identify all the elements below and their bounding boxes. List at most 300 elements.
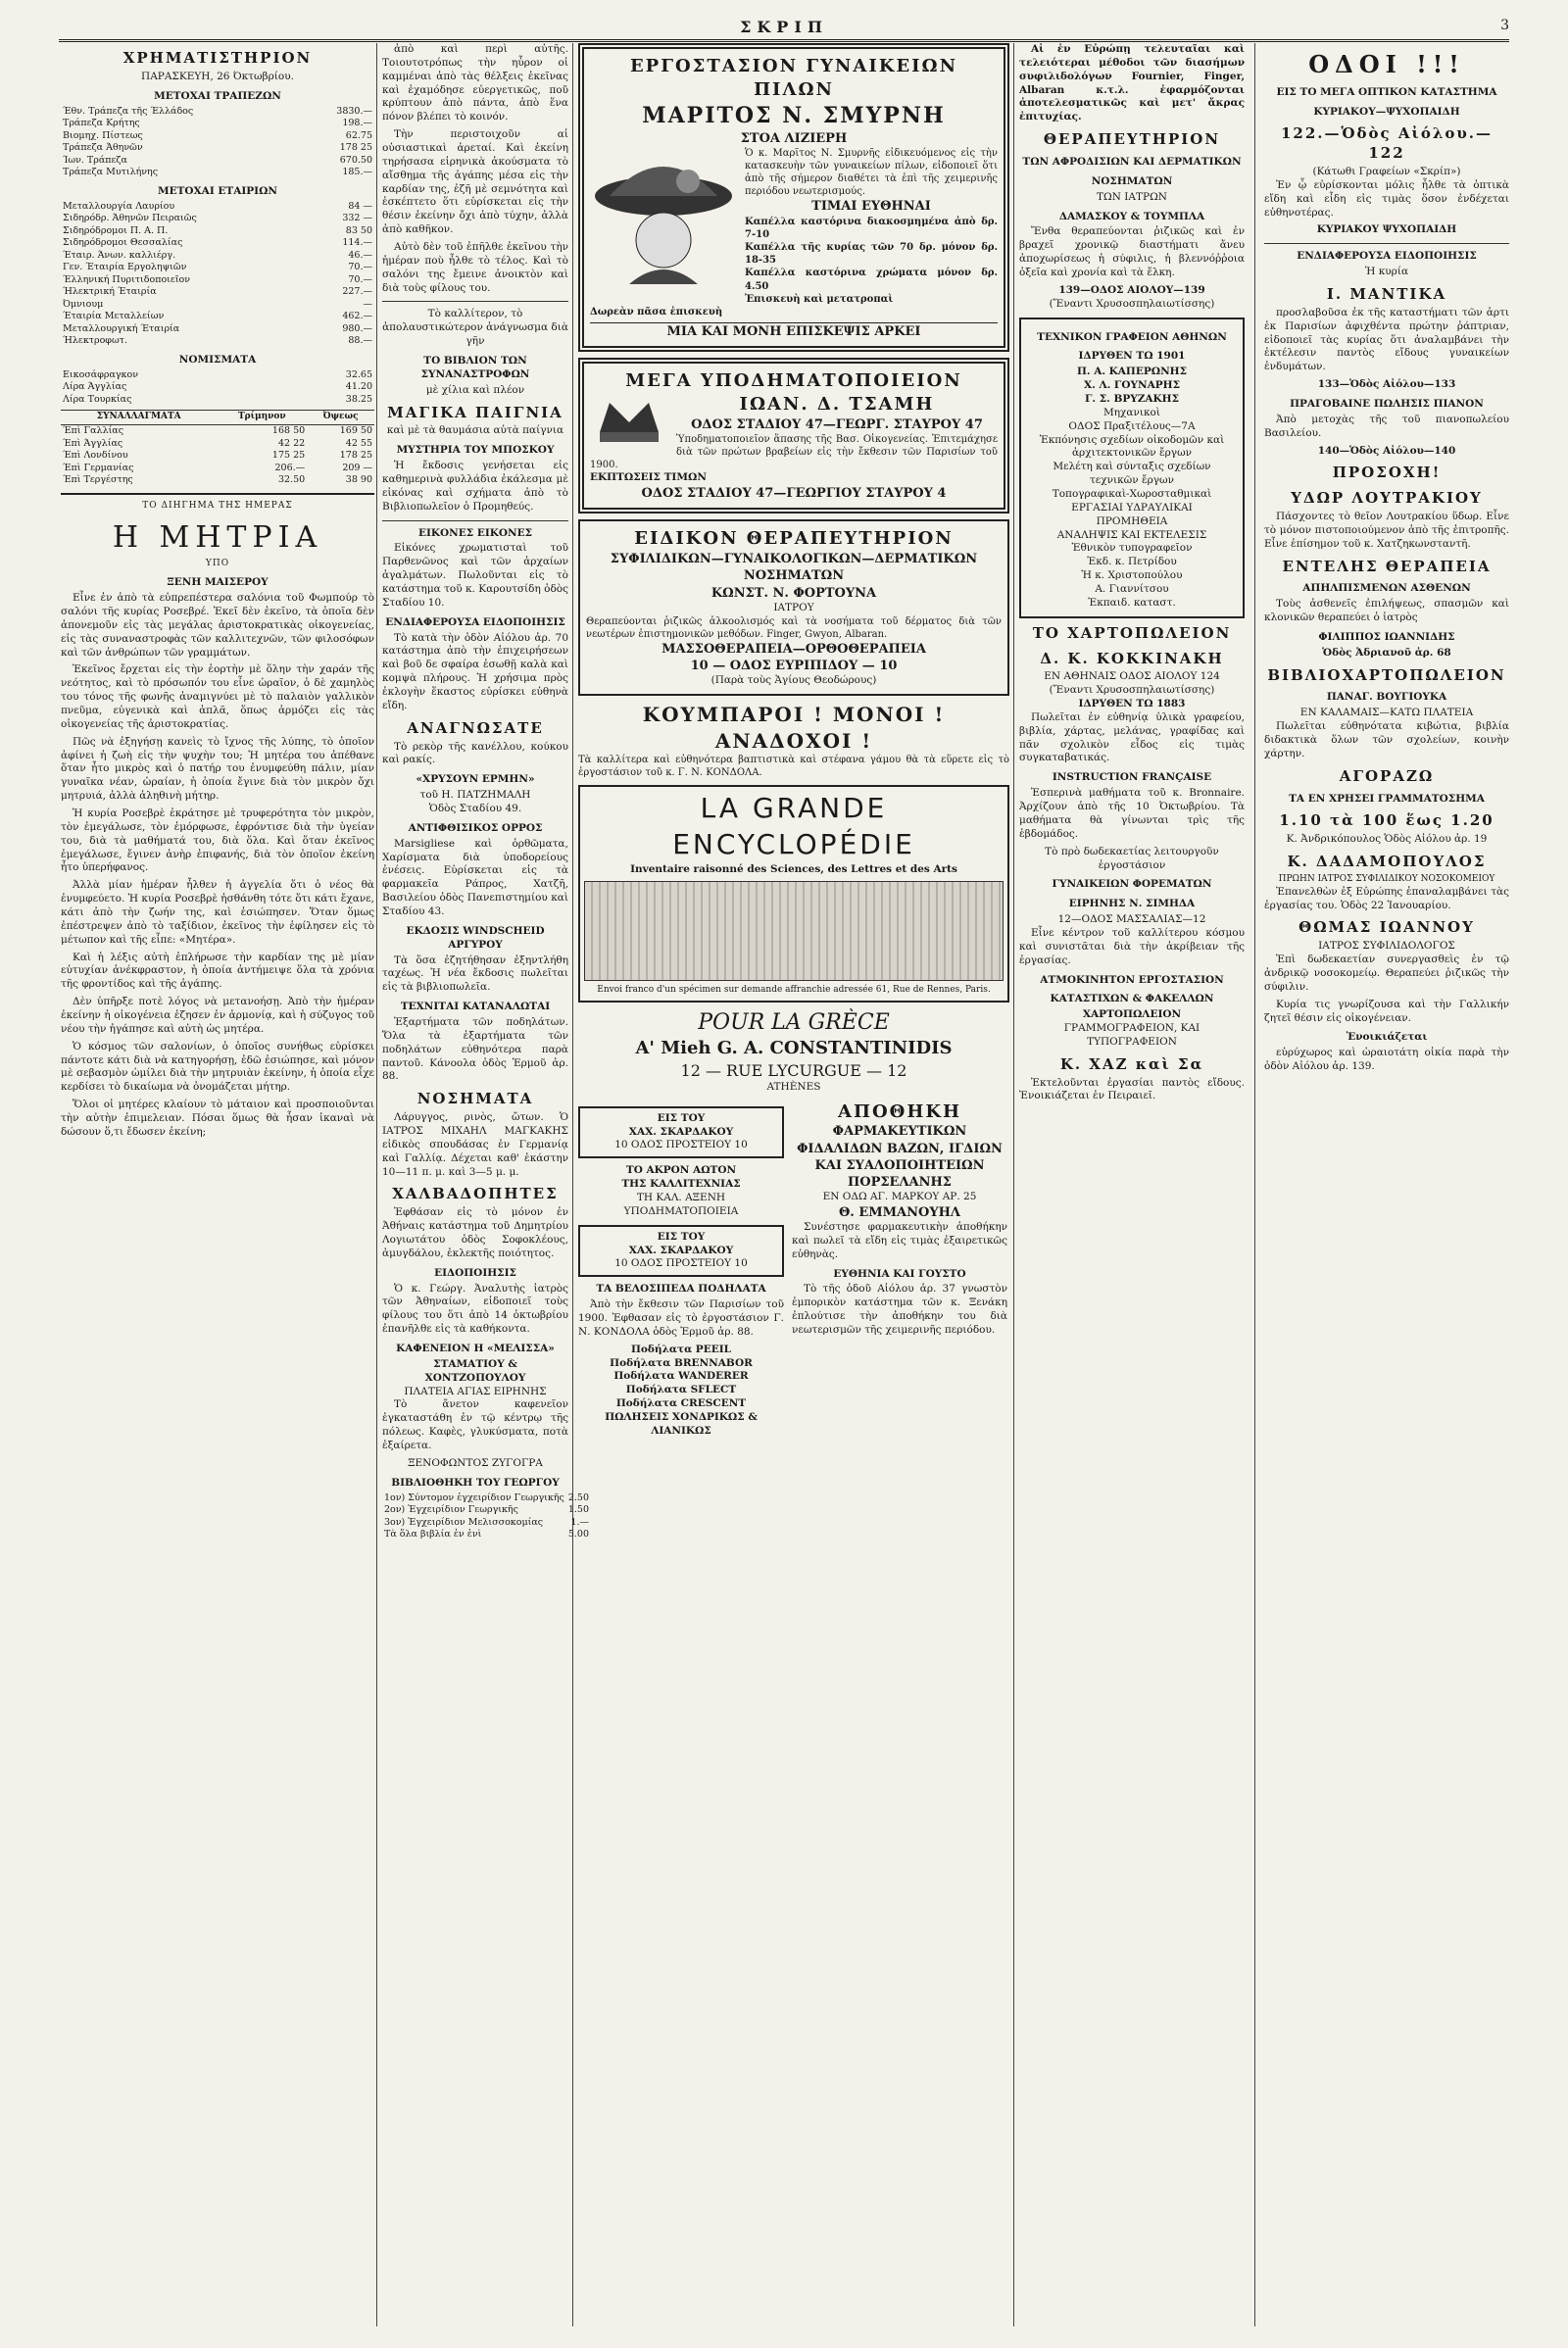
story-paragraph: Ἡ κυρία Ροσεβρὲ ἐκράτησε μὲ τρυφερότητα τὸν μικρὸν, τὸν ἐμεγάλωσε, τὸν ἐμόρφωσε, ἐφρόντισε διὰ τὴν ὑγείαν του, διὰ τὰ μαθήματά του, διὰ ὅλα. Καὶ ὅταν ἐκεῖνος ἐμεγάλωσε, ἔγινεν ἀνὴρ ἐπιφανής, διὰ τὸν ὁποῖον ἐκείνη ἦτο ὑπερήφανος. xyxy=(61,807,374,874)
bank-row xyxy=(61,155,374,168)
row-label: Έπὶ Γερμανίας xyxy=(63,462,134,473)
company-row xyxy=(61,274,374,287)
books-text: Πωλεῖται εὐθηνότατα κιβώτια, βιβλία διδακτικὰ ὅλων τῶν σχολείων, κοινὴν χάρτην. xyxy=(1264,720,1509,759)
column-rule xyxy=(572,43,573,2326)
office-role: Μηχανικοὶ xyxy=(1103,406,1160,418)
fx-row xyxy=(61,474,374,487)
skardakos-line: ΕΙΣ ΤΟΥ xyxy=(657,1111,706,1124)
row-value: 178 25 xyxy=(339,142,372,154)
bank-row xyxy=(61,118,374,130)
column-5 xyxy=(1264,43,1509,2326)
magic-heading: ΜΑΓΙΚΑ ΠΑΙΓΝΙΑ xyxy=(387,403,564,421)
company-row xyxy=(61,201,374,214)
row-value: 70.— xyxy=(348,262,372,273)
divider xyxy=(61,493,374,495)
dress-intro: Τὸ πρὸ δωδεκαετίας λειτουργοῦν ἐργοστάσιον xyxy=(1045,845,1219,871)
row-label: Σιδηρόδρομοι Θεσσαλίας xyxy=(63,237,183,249)
coin-row xyxy=(61,369,374,382)
therapy-text: Ἔνθα θεραπεύονται ῥιζικῶς καὶ ἐν βραχεῖ χρονικῷ διαστήματι ἄνευ ἀποχωρίσεως ἡ σύφιλις, ἡ βλεννόῤῥοια ὀξεῖα καὶ χρονία καὶ τὰ ἕλκη. xyxy=(1019,225,1245,278)
paper-address2: (Ἔναντι Χρυσοσπηλαιωτίσσης) xyxy=(1049,684,1215,697)
story-paragraph: Πῶς νὰ ἐξηγήσῃ κανεὶς τὸ ἴχνος τῆς λύπης, τὸ ὁποῖον ἀφίνει ἡ ζωὴ εἰς τὴν ψυχὴν του; Ἡ μητέρα του ἀπέθανε ὅταν ἦτο μικρὸς καὶ ὁ πατήρ του ἐνυμφεύθη πάλιν, μίαν γυναῖκα νέαν, ὡραίαν, ἡ ὁποία ἔγινε διὰ τὸν μικρὸν ὄχι μητρυιά, ἀλλὰ ἀληθινὴ μήτηρ. xyxy=(61,735,374,803)
row-value: 38 90 xyxy=(345,474,372,486)
lady-text: Κυρία τις γνωρίζουσα καὶ τὴν Γαλλικήν ζητεῖ θέσιν εἰς οἰκογένειαν. xyxy=(1264,998,1509,1024)
row-label: Έθν. Τράπεζα τῆς Έλλάδος xyxy=(63,105,194,117)
office-reference: Ἐκδ. κ. Πετρίδου xyxy=(1087,556,1177,568)
row-label: Έλληνική Πυριτιδοποιεῖον xyxy=(63,273,191,285)
mantika-sub: Ἡ κυρία xyxy=(1364,266,1409,278)
clinic-sub: ΣΥΦΙΛΙΔΙΚΩΝ—ΓΥΝΑΙΚΟΛΟΓΙΚΩΝ—ΔΕΡΜΑΤΙΚΩΝ ΝΟΣΗΜΑΤΩΝ xyxy=(610,552,978,584)
column-4 xyxy=(1019,43,1245,2326)
pharmacy-address: ΕΝ ΟΔΩ ΑΓ. ΜΑΡΚΟΥ ΑΡ. 25 xyxy=(822,1191,977,1203)
company-row xyxy=(61,311,374,323)
office-reference: Ἐθνικὸν τυπογραφεῖον xyxy=(1071,542,1193,555)
read-book: «ΧΡΥΣΟΥΝ ΕΡΜΗΝ» xyxy=(416,773,535,786)
story-body xyxy=(61,592,374,1140)
images-heading: ΕΙΚΟΝΕΣ ΕΙΚΟΝΕΣ xyxy=(417,526,533,539)
row-value: 62.75 xyxy=(345,129,372,141)
rent-text: εὐρύχωρος καὶ ὡραιοτάτη οἰκία παρὰ τὴν ὁδὸν Αἰόλου ἀρ. 139. xyxy=(1264,1047,1509,1073)
clinic-address: 10 — ΟΔΟΣ ΕΥΡΙΠΙΔΟΥ — 10 xyxy=(690,659,898,674)
greece-name: G. A. CONSTANTINIDIS xyxy=(716,1037,953,1058)
library-row xyxy=(382,1517,591,1530)
hat-sub: ΣΤΟΑ ΛΙΖΙΕΡΗ xyxy=(740,130,848,146)
office-references xyxy=(1027,542,1237,610)
row-label: Έπὶ Άγγλίας xyxy=(63,437,123,449)
doctors-names: ΔΑΜΑΣΚΟΥ & ΤΟΥΜΠΛΑ xyxy=(1058,210,1205,222)
clinic-text: Θεραπεύονται ῥιζικῶς ἀλκοολισμός καὶ τὰ νοσήματα τοῦ δέρματος διὰ τῶν νεωτέρων ἐπιστημονικῶν μεθόδων. Finger, Gwyon, Albaran. xyxy=(586,615,1002,640)
row-value: 206.— xyxy=(274,462,306,473)
story-paragraph: Εἶνε ἐν ἀπὸ τὰ εὐπρεπέστερα σαλόνια τοῦ Φωμπούρ τὸ σαλόνι τῆς κυρίας Ροσεβρέ. Ἐκεῖ δὲν ἐκεῖνο, τὰ ὁποῖα δὲν ἀπονεμοῦν εἰς τὰς μεγάλας ἀριστοκρατικὰς οἰκογενείας, εἰς τὰς συναναστροφὰς τῶν καλλιτεχνῶν, τῶν φιλοσόφων καὶ τῶν ἀνθρώπων τῶν γραμμάτων. xyxy=(61,592,374,659)
dress-text: Εἶνε κέντρον τοῦ καλλίτερου κόσμου καὶ συνιστᾶται διὰ τὴν ἀκρίβειαν τῆς ἐργασίας. xyxy=(1019,926,1245,966)
print-name: Κ. ΧΑΖ καὶ Σα xyxy=(1059,1054,1204,1073)
column-2 xyxy=(382,43,589,2326)
hat-illustration xyxy=(590,147,737,294)
divider xyxy=(382,301,568,302)
library-list xyxy=(382,1492,591,1541)
price-item: Δωρεὰν πᾶσα ἐπισκευὴ xyxy=(590,306,723,318)
cure-heading: ΕΝΤΕΛΗΣ ΘΕΡΑΠΕΙΑ xyxy=(1282,557,1492,575)
office-founded: ΙΔΡΥΘΕΝ ΤΩ 1901 xyxy=(1078,350,1186,363)
company-row xyxy=(61,335,374,348)
fx-row xyxy=(61,463,374,475)
hat-text: Ὁ κ. Μαρῖτος Ν. Σμυρνῆς εἰδικευόμενος εἰς τὴν κατασκευὴν τῶν γυναικείων πίλων, εἰδοποιεῖ ὅτι ἀπὸ τῆς σήμερον διαθέτει τὰ ἐπὶ τῆς χειμερινῆς περιόδου νεωτερισμούς. xyxy=(745,147,998,198)
row-label: Όμνιουμ xyxy=(63,298,104,310)
dadamopoulos-heading: Κ. ΔΑΔΑΜΟΠΟΥΛΟΣ xyxy=(1287,853,1487,871)
story-paragraph: Δὲν ὑπῆρξε ποτὲ λόγος νὰ μετανοήσῃ. Ἀπὸ τὴν ἡμέραν ἐκείνην ἡ οἰκογένεια ἐζησεν ἐν ἁρμονίᾳ, καὶ ἡ σύζυγος τοῦ νέου τὴν ἠγάπησε καὶ αὐτὴ ὡς μητέρα. xyxy=(61,996,374,1035)
row-value: 42 22 xyxy=(277,437,306,449)
cure-sub: ΑΠΗΛΠΙΣΜΕΝΩΝ ΑΣΘΕΝΩΝ xyxy=(1302,582,1471,595)
story-continuation xyxy=(382,43,568,295)
company-row xyxy=(61,225,374,238)
tech-text: Ἐξαρτήματα τῶν ποδηλάτων. Ὅλα τὰ ἐξαρτήματα τῶν ποδηλάτων εὐθηνότερα παρὰ παντοῦ. Κάνοολα ὁδὸς Ἑρμοῦ ἀρ. 88. xyxy=(382,1016,568,1083)
pharmacy-name: Θ. ΕΜΜΑΝΟΥΗΛ xyxy=(838,1204,960,1220)
story-title: Η ΜΗΤΡΙΑ xyxy=(112,519,323,555)
cafe-text: Τὸ ἄνετον καφενεῖον ἐγκαταστάθη ἐν τῷ κέντρῳ τῆς πόλεως. Καφὲς, γλυκύσματα, ποτὰ ἐξαίρετα. xyxy=(382,1398,568,1451)
skardakos-box-1 xyxy=(578,1106,784,1159)
masthead-title: ΣΚΡΙΠ xyxy=(740,18,828,36)
skardakos-line: ΧΑΧ. ΣΚΑΡΔΑΚΟΥ xyxy=(628,1125,734,1138)
dress-name: ΕΙΡΗΝΗΣ Ν. ΣΙΜΗΔΑ xyxy=(1068,898,1196,910)
row-label: Ίων. Τράπεζα xyxy=(63,154,127,166)
row-label: Λίρα Άγγλίας xyxy=(63,381,127,393)
bottom-left xyxy=(578,1101,784,1439)
cure-text: Τοὺς ἀσθενεῖς ἐπιλήψεως, σπασμῶν καὶ κλονικῶν θεραπεύει ὁ ἰατρὸς xyxy=(1264,598,1509,624)
serum-heading: ΑΝΤΙΦΘΙΣΙΚΟΣ ΟΡΡΟΣ xyxy=(408,821,543,834)
therapy-address2: (Ἔναντι Χρυσοσπηλαιωτίσσης) xyxy=(1049,297,1215,310)
bottom-right xyxy=(792,1101,1007,1439)
pharmacy-heading: ΑΠΟΘΗΚΗ xyxy=(838,1101,961,1122)
skardakos-line: 10 ΟΔΟΣ ΠΡΟΣΤΕΙΟΥ 10 xyxy=(614,1257,748,1270)
row-value: 1.— xyxy=(570,1516,589,1528)
row-label: Σιδηρόδρομοι Π. Α. Π. xyxy=(63,224,169,236)
bikes-text: Ἀπὸ τὴν ἔκθεσιν τῶν Παρισίων τοῦ 1900. Ἐφθασαν εἰς τὸ ἐργοστάσιον Γ. Ν. ΚΟΝΔΟΛΑ ὁδὸς Ἑρμοῦ ἀρ. 88. xyxy=(578,1298,784,1338)
coin-row xyxy=(61,381,374,394)
xenophon-heading: ΞΕΝΟΦΩΝΤΟΣ ΖΥΓΟΓΡΑ xyxy=(408,1456,543,1469)
story-paragraph: ἀπὸ καὶ περὶ αὐτῆς. Τοιουτοτρόπως τὴν ηὗρον οἱ καμμέναι ἀπὸ τὰς θέλξεις ἐκεῖνας καὶ ἐχαμόδησε εὐεργετικῶς, ποῦ κρύπτουν ἀπὸ πάντα, ἀπὸ ἕνα πόνον βλέπει τὸ κοινόν. xyxy=(382,43,568,123)
company-row xyxy=(61,250,374,263)
skardakos-mid: ΤΟ ΑΚΡΟΝ ΑΩΤΟΝ xyxy=(625,1164,737,1177)
notice-text: Ὁ κ. Γεώργ. Ἀναλυτὴς ἱατρὸς τῶν Ἀθηναίων, εἰδοποιεῖ τοὺς φίλους του ὅτι ἀπὸ 14 ὀκτωβρίου ἐπανῆλθε εἰς τὰ καθήκοντα. xyxy=(382,1282,568,1336)
company-row xyxy=(61,323,374,336)
row-value: 462.— xyxy=(342,311,372,322)
skardakos-mid: ΤΗΣ ΚΑΛΛΙΤΕΧΝΙΑΣ xyxy=(621,1178,741,1191)
bike-item: Ποδήλατα CRESCENT xyxy=(615,1397,747,1410)
office-reference: Ἐκπαιδ. καταστ. xyxy=(1088,596,1176,609)
instruction-text: Ἐσπερινὰ μαθήματα τοῦ κ. Bronnaire. Ἀρχίζουν ἀπὸ τῆς 10 Ὀκτωβρίου. Τὰ μαθήματα θὰ γίνωνται τρὶς τῆς ἑβδομάδος. xyxy=(1019,787,1245,840)
piano-address: 140—Ὁδὸς Αἰόλου—140 xyxy=(1317,444,1456,457)
mantika-address: 133—Ὁδὸς Αἰόλου—133 xyxy=(1317,378,1456,391)
greece-address: 12 — RUE LYCURGUE — 12 xyxy=(680,1060,907,1080)
clinic-extra: ΜΑΣΣΟΘΕΡΑΠΕΙΑ—ΟΡΘΟΘΕΡΑΠΕΙΑ xyxy=(662,641,926,657)
story-paragraph: Ὁ κόσμος τῶν σαλονίων, ὁ ὁποῖος συνήθως εὑρίσκει πάντοτε κάτι διὰ νὰ κατηγορήσῃ, ἐδῶ ἐσιώπησε, καὶ μόνον μὲ σεβασμὸν ὡμίλει διὰ τὴν μητρυιὰν ἐκείνην, ἡ ὁποία εἶχε κερδίσει τὸ δικαίωμα νὰ ὀνομάζεται μήτηρ. xyxy=(61,1040,374,1094)
page-number: 3 xyxy=(1500,18,1509,33)
hat-heading: ΕΡΓΟΣΤΑΣΙΟΝ ΓΥΝΑΙΚΕΙΩΝ ΠΙΛΩΝ xyxy=(629,56,958,100)
mantika-name: Ι. ΜΑΝΤΙΚΑ xyxy=(1326,285,1447,303)
magic-sub: καὶ μὲ τὰ θαυμάσια αὐτὰ παίγνια xyxy=(386,424,564,437)
dress-heading: ΓΥΝΑΙΚΕΙΩΝ ΦΟΡΕΜΑΤΩΝ xyxy=(1052,878,1212,891)
notice-heading: ΕΙΔΟΠΟΙΗΣΙΣ xyxy=(434,1266,516,1279)
library-row xyxy=(382,1504,591,1517)
shouts-text: Τὰ καλλίτερα καὶ εὐθηνότερα βαπτιστικὰ καὶ στέφανα γάμου θὰ τὰ εὕρετε εἰς τὸ ἐργοστάσιον τοῦ κ. Γ. Ν. ΚΟΝΔΟΛΑ. xyxy=(578,754,1009,779)
images-text: Εἰκόνες χρωματισταὶ τοῦ Παρθενῶνος καὶ τῶν ἀρχαίων ἀγαλμάτων. Πωλοῦνται εἰς τὸ κατάστημα τοῦ κ. Καρουτσίδη ὁδὸς Σταδίου 10. xyxy=(382,542,568,609)
cafe-owners: ΣΤΑΜΑΤΙΟΥ & ΧΟΝΤΖΟΠΟΥΛΟΥ xyxy=(424,1357,526,1384)
skardakos-line: 10 ΟΔΟΣ ΠΡΟΣΤΕΙΟΥ 10 xyxy=(614,1139,748,1151)
price-item: Ἐπισκευὴ καὶ μετατροπαὶ xyxy=(745,293,894,305)
greece-city: ATHÈNES xyxy=(766,1080,821,1093)
office-heading: ΤΕΧΝΙΚΟΝ ΓΡΑΦΕΙΟΝ ΑΘΗΝΩΝ xyxy=(1037,330,1227,343)
skardakos-box-2 xyxy=(578,1225,784,1278)
row-label: Έπὶ Λονδίνου xyxy=(63,450,128,462)
row-label: Έταιρία Μεταλλείων xyxy=(63,311,165,322)
shoe-text: Ὑποδηματοποιεῖον ἅπασης τῆς Βασ. Οἰκογενείας. Ἐπιτεμάχησε διὰ τῶν πρώτων βραβείων εἰς τὴν ἔκθεσιν τῶν Παρισίων τοῦ 1900. xyxy=(590,433,998,471)
price-item: Καπέλλα καστόρινα χρώματα μόνον δρ. 4.50 xyxy=(745,268,998,292)
row-value: 178 25 xyxy=(339,450,372,462)
fx-row xyxy=(61,450,374,463)
shoe-extra: ΕΚΠΤΩΣΕΙΣ ΤΙΜΩΝ xyxy=(590,471,707,484)
therapy-sub: ΤΩΝ ΑΦΡΟΔΙΣΙΩΝ ΚΑΙ ΔΕΡΜΑΤΙΚΩΝ xyxy=(1022,155,1242,168)
story-paragraph: Καὶ ἡ λέξις αὐτὴ ἐπλήρωσε τὴν καρδίαν της μὲ μίαν εὐτυχίαν ἀνέκφραστον, ἡ ὁποία ἀντήμειψε ὅλα τὰ χρόνια τῆς φροντίδος καὶ τῆς ἀγάπης. xyxy=(61,951,374,991)
greece-line xyxy=(578,1037,1009,1060)
pharmacy-text: Συνέστησε φαρμακευτικὴν ἀποθήκην καὶ πωλεῖ τὰ εἴδη εἰς τιμὰς ἐξαιρετικῶς εὐθηνὰς. xyxy=(792,1221,1007,1260)
story-paragraph: Ἀλλὰ μίαν ἡμέραν ἦλθεν ἡ ἀγγελία ὅτι ὁ νέος θὰ ἐνυμφεύετο. Ἡ κυρία Ροσεβρὲ ἠσθάνθη τότε ὅτι κάτι ἔχανε, κάτι ἀπὸ τὴν ζωήν της, καὶ ἐσιώπησεν. Ὅταν ὅμως ἐπέστρεψεν ἀπὸ τὸ ταξίδιον, ἐκεῖνος τὴν ἐφίλησεν εἰς τὸ μέτωπον καὶ τῆς εἶπε: «Μητέρα». xyxy=(61,879,374,946)
row-value: 3830.— xyxy=(336,105,372,117)
encyclopedie-sub: Inventaire raisonné des Sciences, des Lettres et des Arts xyxy=(630,863,957,876)
clinic-ad xyxy=(578,519,1009,696)
banks-heading: ΜΕΤΟΧΑΙ ΤΡΑΠΕΖΩΝ xyxy=(154,89,281,102)
greece-prefix: A' Mieh xyxy=(635,1037,711,1058)
piano-heading: ΠΡΑΓΟΒΑΙΝΕ ΠΩΛΗΣΙΣ ΠΙΑΝΟΝ xyxy=(1290,397,1484,410)
bottom-row xyxy=(578,1101,1009,1439)
row-value: 41.20 xyxy=(345,381,372,393)
serum-text: Marsigliese καὶ ὀρθῶματα, Χαρίσματα διὰ ὑποδορείους ἐνέσεις. Εὑρίσκεται εἰς τὰ φαρμακεῖα Ράπρος, Χατζῆ, Βασιλείου ὁδὸς Πανεπιστημίου καὶ Σταδίου 43. xyxy=(382,837,568,917)
stamps-sub: ΤΑ ΕΝ ΧΡΗΣΕΙ ΓΡΑΜΜΑΤΟΣΗΜΑ xyxy=(1289,792,1485,805)
story-paragraph: Ὅλοι οἱ μητέρες κλαίουν τὸ μάταιον καὶ προσποιοῦνται τὴν αὐτὴν ἐπιμελειαν. Πόσαι ὅμως θὰ ἦσαν ἱκαναὶ νὰ δώσουν ὅ,τι ἔδωσεν ἐκείνη; xyxy=(61,1099,374,1138)
office-reference: Α. Γιαννίτσου xyxy=(1095,583,1169,596)
row-value: 88.— xyxy=(348,335,372,347)
bank-row xyxy=(61,167,374,179)
coins-table xyxy=(61,369,374,407)
optics-name: ΚΥΡΙΑΚΟΥ—ΨΥΧΟΠΑΙΔΗ xyxy=(1313,105,1460,118)
halva-heading: ΧΑΛΒΑΔΟΠΗΤΕΣ xyxy=(392,1185,559,1203)
cheap-text: Τὸ τῆς ὁδοῦ Αἰόλου ἀρ. 37 γνωστὸν ἐμπορικὸν κατάστημα τῶν κ. Ξενάκη ἐπλούτισε τὴν ἀποθήκην του διὰ νεωτερισμῶν τῆς χειμερινῆς περιόδου. xyxy=(792,1283,1007,1337)
office-service: ΠΡΟΜΗΘΕΙΑ xyxy=(1096,514,1168,527)
bourse-title: ΧΡΗΜΑΤΙΣΤΗΡΙΟΝ xyxy=(122,49,313,67)
fx-row xyxy=(61,425,374,438)
tech-heading: ΤΕΧΝΙΤΑΙ ΚΑΤΑΝΑΛΩΤΑΙ xyxy=(400,1001,551,1013)
row-value: 5.00 xyxy=(567,1529,589,1541)
book-sub: μὲ χίλια καὶ πλέον xyxy=(425,383,525,396)
attention-sub: ΥΔΩΡ ΛΟΥΤΡΑΚΙΟΥ xyxy=(1291,489,1483,508)
therapy-sub2: ΝΟΣΗΜΑΤΩΝ xyxy=(1091,174,1173,187)
paper-heading: ΤΟ ΧΑΡΤΟΠΩΛΕΙΟΝ xyxy=(1032,623,1232,642)
company-row xyxy=(61,237,374,250)
books-heading: ΒΙΒΛΙΟΧΑΡΤΟΠΩΛΕΙΟΝ xyxy=(1267,665,1506,684)
fx-row xyxy=(61,438,374,451)
row-value: 32.50 xyxy=(277,474,306,486)
read-text: Τὸ ρεκὸρ τῆς κανέλλου, κούκου καὶ ρακίς. xyxy=(382,740,568,766)
company-row xyxy=(61,286,374,299)
story-by: ΥΠΟ xyxy=(205,559,230,569)
row-value: 209 — xyxy=(342,462,372,473)
clinic-heading: ΕΙΔΙΚΟΝ ΘΕΡΑΠΕΥΤΗΡΙΟΝ xyxy=(634,528,954,550)
encyclopedie-title: LA GRANDE ENCYCLOPÉDIE xyxy=(672,792,915,861)
skardakos-line: ΧΑΧ. ΣΚΑΡΔΑΚΟΥ xyxy=(628,1244,734,1256)
row-value: 42 55 xyxy=(345,437,372,449)
banks-table xyxy=(61,106,374,179)
story-paragraph: Αὐτὸ δὲν τοῦ ἐπῆλθε ἐκεῖνου τὴν ἡμέραν ποὺ ἦλθε τὸ τέλος. Καὶ τὸ σαλόνι της ἔμεινε ἀνοικτὸν καὶ διὰ τοὺς φίλους του. xyxy=(382,241,568,294)
row-label: Τράπεζα Κρήτης xyxy=(63,118,140,129)
dadamopoulos-sub: ΠΡΩΗΝ ΙΑΤΡΟΣ ΣΥΦΙΛΙΔΙΚΟΥ ΝΟΣΟΚΟΜΕΙΟΥ xyxy=(1278,873,1495,884)
fx-table xyxy=(61,410,374,487)
office-address: ΟΔΟΣ Πραξιτέλους—7Α xyxy=(1068,419,1196,432)
read-address: Ὁδὸς Σταδίου 49. xyxy=(428,802,522,814)
column-rule xyxy=(1013,43,1014,2326)
column-rule xyxy=(376,43,377,2326)
cure-address: Ὁδὸς Ἀδριανοῦ ἀρ. 68 xyxy=(1322,646,1451,659)
mantika-text: προσλαβοῦσα ἐκ τῆς καταστήματι τῶν ἀρτι ἐκ Παρισίων ἀφιχθέντα πρώτην ῥάπτριαν, εἰδοποιεῖ τὰς κυρίας ὅτι ἀναλαμβάνει τὴν ἐκτέλεσιν παντὸς εἴδους γυναικείων ἐνδυμάτων. xyxy=(1264,306,1509,373)
print-sub: ΚΑΤΑΣΤΙΧΩΝ & ΦΑΚΕΛΛΩΝ xyxy=(1050,993,1214,1005)
row-value: 2.50 xyxy=(567,1492,589,1503)
shop-heading: ΕΝΔΙΑΦΕΡΟΥΣΑ ΕΙΔΟΠΟΙΗΣΙΣ xyxy=(385,615,565,628)
row-value: 198.— xyxy=(342,118,372,129)
crown-emblem-icon xyxy=(590,393,668,452)
greece-heading: POUR LA GRÈCE xyxy=(698,1009,890,1035)
bank-row xyxy=(61,142,374,155)
row-label: Έταιρ. Άνων. καλλιέργ. xyxy=(63,249,176,261)
bank-row xyxy=(61,130,374,143)
attention-text: Πάσχοντες τὸ θεῖον Λουτρακίου ὕδωρ. Εἶνε τὸ μόνον πιστοποιούμενον ἀπὸ τῆς ἐπιτροπῆς. Εἶνε ἐπίσημον τοῦ κ. Χατζηκωνσταντῆ. xyxy=(1264,510,1509,550)
books-name: ΠΑΝΑΓ. ΒΟΥΓΙΟΥΚΑ xyxy=(1326,691,1447,704)
row-label: Μεταλλουργική Έταιρία xyxy=(63,322,180,334)
story-paragraph: Τὴν περιστοιχοῦν αἱ οὐσιαστικαὶ ἀρεταί. Καὶ ἐκείνη τηρήσασα εἰρηνικὰ ἀκούσματα τὸ αἴσθημα τῆς ἀγάπης μέσα εἰς τὴν καρδίαν της, ἐζῆ μὲ σεμνότητα καὶ ἐσκέπτετο ὅτι εὑρίσκεται εἰς τὴν θέσιν ἐκείνην ὄχι ἀπὸ τύχην, ἀλλὰ ἀπὸ καθῆκον. xyxy=(382,128,568,236)
print-sub3: ΓΡΑΜΜΟΓΡΑΦΕΙΟΝ, ΚΑΙ ΤΥΠΟΓΡΑΦΕΙΟΝ xyxy=(1063,1022,1200,1048)
shouts-heading: ΚΟΥΜΠΑΡΟΙ ! ΜΟΝΟΙ ! ΑΝΑΔΟΧΟΙ ! xyxy=(642,703,946,753)
office-people xyxy=(1027,366,1237,407)
optics-sub: ΕΙΣ ΤΟ ΜΕΓΑ ΟΠΤΙΚΟΝ ΚΑΤΑΣΤΗΜΑ xyxy=(1276,85,1497,98)
masthead xyxy=(59,18,1509,42)
dress-address: 12—ΟΔΟΣ ΜΑΣΣΑΛΙΑΣ—12 xyxy=(1057,913,1206,926)
optics-address2: (Κάτωθι Γραφείων «Σκρίπ») xyxy=(1312,165,1461,177)
hat-name: ΜΑΡΙΤΟΣ Ν. ΣΜΥΡΝΗ xyxy=(642,102,946,128)
office-service: Τοπογραφικαὶ-Χωροσταθμικαὶ xyxy=(1052,488,1212,500)
office-service: Μελέτη καὶ σύνταξις σχεδίων τεχνικῶν ἔργων xyxy=(1053,461,1211,487)
story-author: ΞΕΝΗ ΜΑΙΣΕΡΟΥ xyxy=(167,576,269,589)
bikes-footer: ΠΩΛΗΣΕΙΣ ΧΟΝΔΡΙΚΩΣ & ΛΙΑΝΙΚΩΣ xyxy=(605,1410,758,1437)
row-value: 169 50 xyxy=(339,425,372,437)
bike-item: Ποδήλατα SFLECT xyxy=(625,1384,737,1396)
row-value: — xyxy=(363,298,372,310)
row-value: 83 50 xyxy=(345,224,372,236)
read-heading: ΑΝΑΓΝΩΣΑΤΕ xyxy=(407,718,544,737)
row-value: 980.— xyxy=(342,322,372,334)
row-label: 3ον) Ἐγχειρίδιον Μελισσοκομίας xyxy=(384,1516,544,1528)
office-service: Ἐκπόνησις σχεδίων οἰκοδομῶν καὶ ἀρχιτεκτονικῶν ἔργων xyxy=(1039,433,1225,460)
paper-founded: ΙΔΡΥΘΕΝ ΤΩ 1883 xyxy=(1078,698,1186,710)
skardakos-line: ΕΙΣ ΤΟΥ xyxy=(657,1230,706,1243)
story-paragraph: Ἐκεῖνος ἔρχεται εἰς τὴν ἑορτὴν μὲ ὅλην τὴν χαράν τῆς νεότητος, καὶ τὸ πρόσωπόν του εἶνε ὡραῖον, ὁ δὲ χαμηλὸς του τόνος τῆς φωνῆς ἀναμιγνύει μὲ τὸ παλαιὸν γαλλικὸν πνεῦμα, εὐγενικὰ καὶ ἁπλᾶ, ὅπως ἁρμόζει εἰς τὰς οἰκογενείας τῆς ἀριστοκρατίας. xyxy=(61,663,374,730)
row-label: Έπὶ Τεργέστης xyxy=(63,474,133,486)
ioannou-heading: ΘΩΜΑΣ ΙΩΑΝΝΟΥ xyxy=(1298,918,1475,937)
piano-text: Ἀπὸ μετοχὰς τῆς τοῦ πιανοπωλείου Βασιλείου. xyxy=(1264,413,1509,439)
windscheid-text: Τὰ ὅσα ἐζητήθησαν ἐξηντλήθη ταχέως. Ἡ νέα ἔκδοσις πωλεῖται εἰς τὰ βιβλιοπωλεῖα. xyxy=(382,954,568,994)
row-label: 2ον) Ἐγχειρίδιον Γεωργικῆς xyxy=(384,1504,518,1516)
stamps-price: 1.10 τὰ 100 ἕως 1.20 xyxy=(1279,811,1494,830)
row-value: 46.— xyxy=(348,249,372,261)
disease-text: Λάρυγγος, ρινὸς, ὤτων. Ὁ ΙΑΤΡΟΣ ΜΙΧΑΗΛ ΜΑΓΚΑΚΗΣ εἰδικὸς σπουδάσας ἐν Γερμανίᾳ καὶ Γαλλίᾳ. Δέχεται καθ' ἑκάστην 10—11 π. μ. καὶ 3—5 μ. μ. xyxy=(382,1111,568,1178)
column-rule xyxy=(1254,43,1255,2326)
office-reference: Ἡ κ. Χριστοπούλου xyxy=(1081,569,1183,582)
paper-text: Πωλεῖται ἐν εὐθηνίᾳ ὑλικὰ γραφείου, βιβλία, χάρτας, μελάνας, γραφίδας καὶ πᾶν σχολικὸν εἶδος εἰς τιμὰς συγκαταβατικάς. xyxy=(1019,710,1245,764)
shop-text: Τὸ κατὰ τὴν ὁδὸν Αἰόλου ἀρ. 70 κατάστημα ἀπὸ τὴν ἐπιχειρήσεων καὶ βοῦ δε σφαίρα ἐσωθῇ καλὰ καὶ κομψὰ πλήρους. Ἡ χρήσιμα πρὸς ἐκλογὴν ἕκαστος εὑρίσκει εὐθηνὰ εἴδη. xyxy=(382,631,568,711)
bike-item: Ποδήλατα PEEIL xyxy=(631,1343,731,1355)
doctors-label: ΤΩΝ ΙΑΤΡΩΝ xyxy=(1097,190,1167,203)
office-person: Π. Α. ΚΑΠΕΡΩΝΗΣ xyxy=(1076,366,1188,378)
library-row xyxy=(382,1529,591,1541)
skardakos-mid: ΤΗ ΚΑΛ. ΑΞΕΝΗ ΥΠΟΔΗΜΑΤΟΠΟΙΕΙΑ xyxy=(623,1191,739,1217)
clinic-near: (Παρὰ τοὺς Ἁγίους Θεοδώρους) xyxy=(710,674,877,687)
row-value: 1.50 xyxy=(567,1504,589,1516)
paper-name: Δ. Κ. ΚΟΚΚΙΝΑΚΗ xyxy=(1040,649,1224,667)
bikes-list xyxy=(578,1344,784,1411)
shoe-heading: ΜΕΓΑ ΥΠΟΔΗΜΑΤΟΠΟΙΕΙΟΝ xyxy=(625,370,962,392)
office-person: Γ. Σ. ΒΡΥΖΑΚΗΣ xyxy=(1084,392,1180,405)
stamps-heading: ΑΓΟΡΑΖΩ xyxy=(1339,766,1435,785)
clinic-role: ΙΑΤΡΟΥ xyxy=(773,601,814,613)
column-3 xyxy=(578,43,1009,2326)
shoe-name: ΙΩΑΝ. Δ. ΤΣΑΜΗ xyxy=(739,394,935,415)
row-label: Μεταλλουργία Λαυρίου xyxy=(63,200,175,212)
row-label: Ήλεκτρική Έταιρία xyxy=(63,286,157,298)
read-author: τοῦ Η. ΠΑΤΖΗΜΑΛΗ xyxy=(419,789,531,802)
row-value: 185.— xyxy=(342,167,372,178)
hat-ad xyxy=(578,43,1009,352)
magic-author: ΜΥΣΤΗΡΙΑ ΤΟΥ ΜΠΟΣΚΟΥ xyxy=(396,444,555,457)
print-text: Ἐκτελοῦνται ἐργασίαι παντὸς εἴδους. Ἐνοικιάζεται ἐν Πειραιεῖ. xyxy=(1019,1076,1245,1102)
book-intro: Τὸ καλλίτερον, τὸ ἀπολαυστικώτερον ἀνάγνωσμα διὰ γῆν xyxy=(382,308,568,348)
tech-office-ad xyxy=(1019,318,1245,618)
halva-text: Ἐφθάσαν εἰς τὸ μόνον ἐν Ἀθήναις κατάστημα τοῦ Δημητρίου Λογιωτάτου ὁδὸς Σοφοκλέους, ἀμυγδάλου, ἐκλεκτῆς ποιότητος. xyxy=(382,1206,568,1259)
windscheid-heading: ΕΚΔΟΣΙΣ WINDSCHEID ΑΡΓΥΡΟΥ xyxy=(406,924,545,951)
ioannou-text: Ἐπὶ δωδεκαετίαν συνεργασθεὶς ἐν τῷ ἀνδρικῷ νοσοκομείῳ. Θεραπεύει ῥιζικῶς τὴν σύφιλιν. xyxy=(1264,954,1509,993)
column-header: ΣΥΝΑΛΛΑΓΜΑΤΑ xyxy=(61,411,217,425)
price-item: Καπέλλα καστόρινα διακοσμημένα ἀπὸ δρ. 7-10 xyxy=(745,216,998,240)
row-label: Τράπεζα Μυτιλήνης xyxy=(63,167,159,178)
optics-name2: ΚΥΡΙΑΚΟΥ ΨΥΧΟΠΑΙΔΗ xyxy=(1316,223,1457,236)
optics-heading: ΟΔΟΙ !!! xyxy=(1308,50,1465,78)
books-address: ΕΝ ΚΑΛΑΜΑΙΣ—ΚΑΤΩ ΠΛΑΤΕΙΑ xyxy=(1299,707,1474,719)
office-service: ΕΡΓΑΣΙΑΙ ΥΔΡΑΥΛΙΚΑΙ xyxy=(1071,501,1193,514)
books-illustration xyxy=(584,881,1004,981)
row-value: 670.50 xyxy=(339,154,372,166)
shoe-footer: ΟΔΟΣ ΣΤΑΔΙΟΥ 47—ΓΕΩΡΓΙΟΥ ΣΤΑΥΡΟΥ 4 xyxy=(641,486,947,502)
paper-address: ΕΝ ΑΘΗΝΑΙΣ ΟΔΟΣ ΑΙΟΛΟΥ 124 xyxy=(1044,670,1220,683)
encyclopedie-ad xyxy=(578,785,1009,1003)
bikes-heading: ΤΑ ΒΕΛΟΣΙΠΕΔΑ ΠΟΔΗΛΑΤΑ xyxy=(596,1283,766,1296)
row-label: 1ον) Σύντομον ἐγχειρίδιον Γεωργικῆς xyxy=(384,1492,564,1503)
column-1 xyxy=(61,43,374,2326)
optics-text: Ἐν ᾧ εὑρίσκονται μόλις ἦλθε τὰ ὀπτικὰ εἴδη καὶ εἶδη εἰς τιμὰς ὅσον ἐνδέχεται εὐθηνοτέρας. xyxy=(1264,178,1509,219)
row-value: 168 50 xyxy=(271,425,306,437)
companies-table xyxy=(61,201,374,348)
row-label: Τὰ ὅλα βιβλία ἐν ἑνὶ xyxy=(384,1529,482,1541)
row-label: Βιομηχ. Πίστεως xyxy=(63,129,143,141)
bourse-date: ΠΑΡΑΣΚΕΥΗ, 26 Όκτωβρίου. xyxy=(141,70,294,82)
therapy-address: 139—ΟΔΟΣ ΑΙΟΛΟΥ—139 xyxy=(1058,283,1205,296)
print-heading: ΑΤΜΟΚΙΝΗΤΟΝ ΕΡΓΟΣΤΑΣΙΟΝ xyxy=(1040,973,1224,986)
pharmacy-sub: ΦΑΡΜΑΚΕΥΤΙΚΩΝ ΦΙΔΑΛΙΔΩΝ ΒΑΖΩΝ, ΙΓΔΙΩΝ xyxy=(797,1124,1003,1156)
shoe-ad xyxy=(578,358,1009,514)
print-sub2: ΧΑΡΤΟΠΩΛΕΙΟΝ xyxy=(1082,1008,1182,1021)
office-service: ΑΝΑΛΗΨΙΣ ΚΑΙ ΕΚΤΕΛΕΣΙΣ xyxy=(1056,528,1207,541)
row-label: Ήλεκτροφωτ. xyxy=(63,335,127,347)
company-row xyxy=(61,213,374,225)
attention-heading: ΠΡΟΣΟΧΗ! xyxy=(1332,464,1442,482)
rent-heading: Ἐνοικιάζεται xyxy=(1346,1031,1428,1044)
divider xyxy=(1264,243,1509,244)
column-header: Όψεως xyxy=(307,411,374,425)
row-label: Σιδηρόδρ. Άθηνῶν Πειραιῶς xyxy=(63,213,197,224)
disease-heading: ΝΟΣΗΜΑΤΑ xyxy=(416,1090,534,1108)
companies-heading: ΜΕΤΟΧΑΙ ΕΤΑΙΡΙΩΝ xyxy=(157,184,278,197)
office-services xyxy=(1027,434,1237,543)
row-value: 114.— xyxy=(342,237,372,249)
book-heading: ΤΟ ΒΙΒΛΙΟΝ ΤΩΝ ΣΥΝΑΝΑΣΤΡΟΦΩΝ xyxy=(420,355,530,380)
optics-address: 122.—Ὁδὸς Αἰόλου.—122 xyxy=(1281,124,1493,163)
row-label: Τράπεζα Άθηνῶν xyxy=(63,142,143,154)
cafe-address: ΠΛΑΤΕΙΑ ΑΓΙΑΣ ΕΙΡΗΝΗΣ xyxy=(404,1385,547,1397)
clinic-name: ΚΩΝΣΤ. Ν. ΦΟΡΤΟΥΝΑ xyxy=(710,585,877,601)
encyclopedie-footer: Envoi franco d'un spécimen sur demande affranchie adressée 61, Rue de Rennes, Paris. xyxy=(597,985,991,996)
